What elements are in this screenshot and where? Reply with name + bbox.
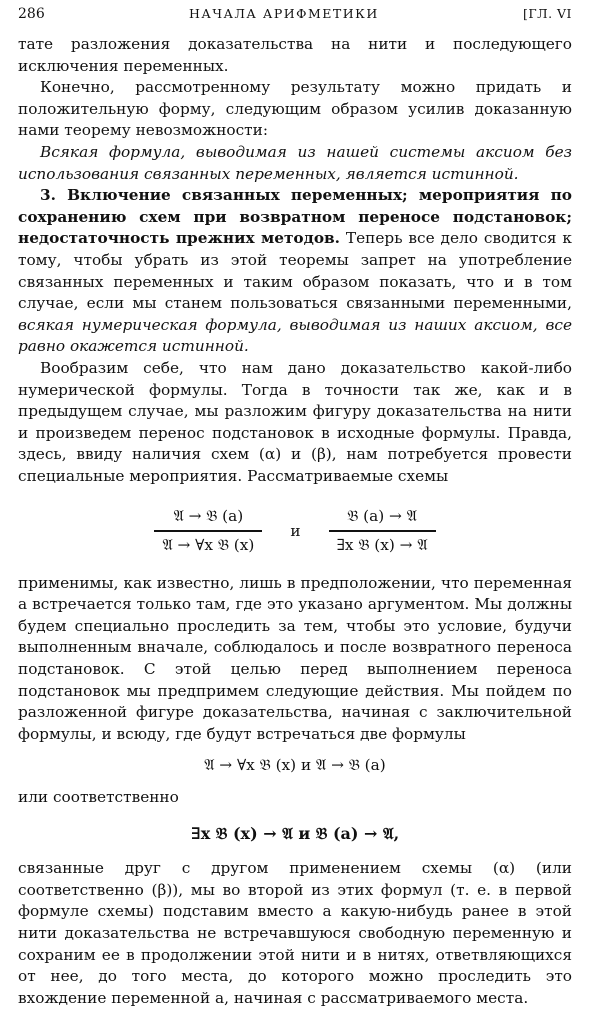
scheme-beta-conclusion: ∃x 𝔅 (x) → 𝔄: [336, 535, 428, 554]
paragraph-continuation: тате разложения доказательства на нити и последующего исключения переменных.: [18, 35, 572, 75]
paragraph-imagine: Вообразим себе, что нам дано доказательство какой-либо нумерической формулы. Тогда в точности так же, как и в предыдущем случае, мы разложим фигуру доказательства на нити и произведем перенос подстановок в исходные формулы. Правда, здесь, ввиду наличия схем (α) и (β), нам потребуется провести специальные мероприятия. Рассматриваемые схемы: [18, 358, 572, 485]
scheme-beta-premise: 𝔅 (a) → 𝔄: [347, 507, 417, 526]
scheme-beta: [329, 507, 436, 554]
inference-schemes: [18, 507, 572, 554]
formula-pair-beta: ∃x 𝔅 (x) → 𝔄 и 𝔅 (a) → 𝔄,: [190, 823, 400, 843]
chapter-mark: [ГЛ. VI: [523, 6, 572, 21]
scheme-and: и: [290, 522, 301, 541]
formula-pair-alpha: 𝔄 → ∀x 𝔅 (x) и 𝔄 → 𝔅 (a): [204, 756, 386, 775]
paragraph-connected: связанные друг с другом применением схемы (α) (или соответственно (β)), мы во второй из этих формул (т. е. в первой формуле схемы) подставим вместо a какую-нибудь ранее в этой нити доказательства не встречавшуюся свободную переменную и сохраним ее в продолжении этой нити и в нитях, ответвляющихся от нее, до того места, до которого можно проследить это вхождение переменной a, начиная с рассматриваемого места.: [18, 859, 572, 1007]
section-3-text: Теперь все дело сводится к тому, чтобы убрать из этой теоремы запрет на употребление связанных переменных и таким образом показать, что и в том случае, если мы станем пользоваться связанными переменными,: [18, 229, 572, 313]
scheme-alpha-premise: 𝔄 → 𝔅 (a): [173, 507, 244, 526]
paragraph-applicable: применимы, как известно, лишь в предположении, что переменная a встречается только там, где это указано аргументом. Мы должны будем специально проследить за тем, чтобы это условие, будучи выполненным вначале, соблюдалось и после возвратного переноса подстановок. С этой целью перед выполнением переноса подстановок мы предпримем следующие действия. Мы пойдем по разложенной фигуре доказательства, начиная с заключительной формулы, и всюду, где будут встречаться две формулы: [18, 573, 572, 743]
paragraph-positive-form: Конечно, рассмотренному результату можно придать и положительную форму, следующим образом усилив доказанную нами теорему невозможности:: [18, 78, 572, 140]
section-3-paragraph: [18, 185, 572, 358]
theorem-tail: является истинной.: [345, 164, 519, 183]
section-3-heading: 3. Включение связанных переменных; мероприятия по сохранению схем при возвратном переносе подстановок; недостаточность прежних методов.: [18, 186, 572, 248]
scheme-alpha-conclusion: 𝔄 → ∀x 𝔅 (x): [162, 535, 255, 554]
paragraph-theorem: [18, 142, 572, 185]
theorem-italic: Всякая формула, выводимая из нашей системы аксиом без использования связанных переменных,: [18, 142, 572, 183]
running-title: НАЧАЛА АРИФМЕТИКИ: [188, 6, 379, 21]
scheme-alpha: [154, 507, 262, 554]
running-header: [18, 6, 572, 28]
page-number: 286: [18, 6, 45, 22]
section-3-italic-2: все равно окажется истинной.: [18, 315, 572, 356]
book-page: [18, 6, 572, 1009]
or-respectively: или соответственно: [18, 788, 179, 806]
section-3-italic-1: всякая нумерическая формула, выводимая из наших аксиом,: [18, 315, 538, 334]
